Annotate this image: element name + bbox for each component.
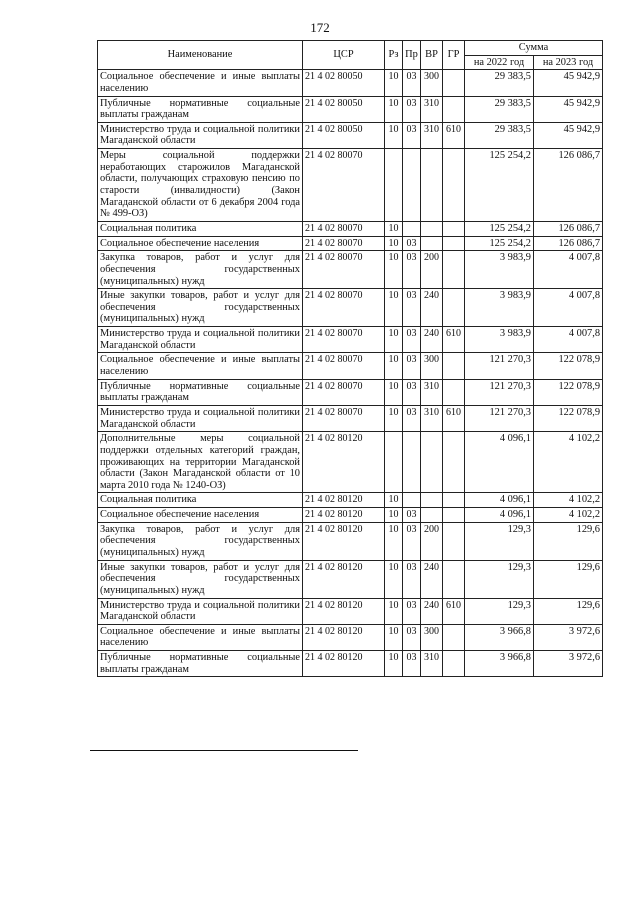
pr-cell: 03 bbox=[403, 70, 421, 96]
vr-cell: 240 bbox=[421, 598, 443, 624]
gr-cell: 610 bbox=[443, 122, 465, 148]
csr-cell: 21 4 02 80070 bbox=[303, 405, 385, 431]
name-cell: Публичные нормативные социальные выплаты гражданам bbox=[98, 96, 303, 122]
table-row bbox=[98, 251, 603, 289]
vr-cell: 310 bbox=[421, 96, 443, 122]
sum-2022-cell: 3 983,9 bbox=[465, 289, 534, 327]
csr-cell: 21 4 02 80070 bbox=[303, 289, 385, 327]
rz-cell: 10 bbox=[385, 651, 403, 677]
rz-cell: 10 bbox=[385, 96, 403, 122]
table-row bbox=[98, 508, 603, 523]
gr-cell: 610 bbox=[443, 327, 465, 353]
vr-cell: 200 bbox=[421, 522, 443, 560]
table-row bbox=[98, 624, 603, 650]
header-rz: Рз bbox=[385, 41, 403, 70]
table-row bbox=[98, 327, 603, 353]
vr-cell: 310 bbox=[421, 405, 443, 431]
table-row bbox=[98, 96, 603, 122]
pr-cell: 03 bbox=[403, 353, 421, 379]
sum-2023-cell: 45 942,9 bbox=[534, 122, 603, 148]
table-row bbox=[98, 122, 603, 148]
sum-2022-cell: 3 983,9 bbox=[465, 327, 534, 353]
table-row bbox=[98, 432, 603, 493]
rz-cell: 10 bbox=[385, 251, 403, 289]
table-row bbox=[98, 221, 603, 236]
csr-cell: 21 4 02 80120 bbox=[303, 624, 385, 650]
sum-2022-cell: 3 966,8 bbox=[465, 651, 534, 677]
pr-cell bbox=[403, 493, 421, 508]
table-row bbox=[98, 493, 603, 508]
csr-cell: 21 4 02 80070 bbox=[303, 236, 385, 251]
gr-cell bbox=[443, 96, 465, 122]
sum-2023-cell: 129,6 bbox=[534, 598, 603, 624]
sum-2022-cell: 121 270,3 bbox=[465, 405, 534, 431]
table-row bbox=[98, 405, 603, 431]
name-cell: Иные закупки товаров, работ и услуг для обеспечения государственных (муниципальных) нужд bbox=[98, 560, 303, 598]
rz-cell: 10 bbox=[385, 522, 403, 560]
name-cell: Министерство труда и социальной политики Магаданской области bbox=[98, 327, 303, 353]
sum-2023-cell: 126 086,7 bbox=[534, 149, 603, 222]
pr-cell: 03 bbox=[403, 560, 421, 598]
gr-cell bbox=[443, 651, 465, 677]
header-year-2023: на 2023 год bbox=[534, 55, 603, 70]
header-name: Наименование bbox=[98, 41, 303, 70]
header-year-2022: на 2022 год bbox=[465, 55, 534, 70]
gr-cell: 610 bbox=[443, 598, 465, 624]
table-row bbox=[98, 236, 603, 251]
vr-cell: 310 bbox=[421, 122, 443, 148]
csr-cell: 21 4 02 80070 bbox=[303, 149, 385, 222]
sum-2022-cell: 129,3 bbox=[465, 522, 534, 560]
sum-2023-cell: 126 086,7 bbox=[534, 221, 603, 236]
csr-cell: 21 4 02 80120 bbox=[303, 598, 385, 624]
name-cell: Социальное обеспечение и иные выплаты населению bbox=[98, 70, 303, 96]
gr-cell: 610 bbox=[443, 405, 465, 431]
pr-cell: 03 bbox=[403, 508, 421, 523]
sum-2022-cell: 129,3 bbox=[465, 598, 534, 624]
pr-cell: 03 bbox=[403, 651, 421, 677]
name-cell: Социальная политика bbox=[98, 493, 303, 508]
sum-2022-cell: 29 383,5 bbox=[465, 122, 534, 148]
vr-cell bbox=[421, 221, 443, 236]
header-csr: ЦСР bbox=[303, 41, 385, 70]
vr-cell bbox=[421, 493, 443, 508]
csr-cell: 21 4 02 80070 bbox=[303, 353, 385, 379]
rz-cell: 10 bbox=[385, 70, 403, 96]
pr-cell: 03 bbox=[403, 122, 421, 148]
pr-cell: 03 bbox=[403, 598, 421, 624]
name-cell: Социальное обеспечение и иные выплаты населению bbox=[98, 624, 303, 650]
vr-cell: 310 bbox=[421, 379, 443, 405]
gr-cell bbox=[443, 353, 465, 379]
sum-2023-cell: 45 942,9 bbox=[534, 70, 603, 96]
rz-cell: 10 bbox=[385, 405, 403, 431]
vr-cell: 240 bbox=[421, 289, 443, 327]
sum-2022-cell: 125 254,2 bbox=[465, 236, 534, 251]
vr-cell bbox=[421, 149, 443, 222]
name-cell: Меры социальной поддержки неработающих старожилов Магаданской области, получающих страховую пенсию по старости (инвалидности) (Закон Магаданской области от 6 декабря 2004 года № 499-ОЗ) bbox=[98, 149, 303, 222]
sum-2023-cell: 4 102,2 bbox=[534, 493, 603, 508]
rz-cell: 10 bbox=[385, 624, 403, 650]
csr-cell: 21 4 02 80120 bbox=[303, 432, 385, 493]
name-cell: Социальное обеспечение населения bbox=[98, 508, 303, 523]
name-cell: Закупка товаров, работ и услуг для обеспечения государственных (муниципальных) нужд bbox=[98, 522, 303, 560]
vr-cell: 240 bbox=[421, 327, 443, 353]
vr-cell: 300 bbox=[421, 70, 443, 96]
sum-2022-cell: 121 270,3 bbox=[465, 353, 534, 379]
rz-cell: 10 bbox=[385, 327, 403, 353]
gr-cell bbox=[443, 149, 465, 222]
gr-cell bbox=[443, 251, 465, 289]
gr-cell bbox=[443, 221, 465, 236]
sum-2022-cell: 125 254,2 bbox=[465, 149, 534, 222]
vr-cell bbox=[421, 236, 443, 251]
sum-2023-cell: 126 086,7 bbox=[534, 236, 603, 251]
name-cell: Дополнительные меры социальной поддержки отдельных категорий граждан, проживающих на территории Магаданской области (Закон Магаданской области от 10 марта 2010 года № 1240-ОЗ) bbox=[98, 432, 303, 493]
csr-cell: 21 4 02 80050 bbox=[303, 70, 385, 96]
page-number: 172 bbox=[310, 20, 330, 35]
table-row bbox=[98, 522, 603, 560]
table-row bbox=[98, 353, 603, 379]
table-row bbox=[98, 289, 603, 327]
rz-cell: 10 bbox=[385, 353, 403, 379]
name-cell: Публичные нормативные социальные выплаты гражданам bbox=[98, 651, 303, 677]
table-row bbox=[98, 560, 603, 598]
table-row bbox=[98, 70, 603, 96]
sum-2023-cell: 4 102,2 bbox=[534, 432, 603, 493]
gr-cell bbox=[443, 236, 465, 251]
sum-2022-cell: 4 096,1 bbox=[465, 432, 534, 493]
vr-cell: 310 bbox=[421, 651, 443, 677]
sum-2023-cell: 122 078,9 bbox=[534, 353, 603, 379]
pr-cell: 03 bbox=[403, 96, 421, 122]
sum-2023-cell: 4 007,8 bbox=[534, 251, 603, 289]
table-row bbox=[98, 379, 603, 405]
rz-cell: 10 bbox=[385, 289, 403, 327]
vr-cell: 240 bbox=[421, 560, 443, 598]
vr-cell: 300 bbox=[421, 353, 443, 379]
name-cell: Социальная политика bbox=[98, 221, 303, 236]
name-cell: Министерство труда и социальной политики Магаданской области bbox=[98, 598, 303, 624]
pr-cell: 03 bbox=[403, 379, 421, 405]
header-sum: Сумма bbox=[465, 41, 603, 56]
pr-cell: 03 bbox=[403, 251, 421, 289]
sum-2022-cell: 129,3 bbox=[465, 560, 534, 598]
sum-2023-cell: 4 007,8 bbox=[534, 289, 603, 327]
gr-cell bbox=[443, 508, 465, 523]
sum-2023-cell: 3 972,6 bbox=[534, 624, 603, 650]
sum-2022-cell: 29 383,5 bbox=[465, 96, 534, 122]
sum-2023-cell: 4 102,2 bbox=[534, 508, 603, 523]
csr-cell: 21 4 02 80120 bbox=[303, 522, 385, 560]
name-cell: Иные закупки товаров, работ и услуг для обеспечения государственных (муниципальных) нужд bbox=[98, 289, 303, 327]
gr-cell bbox=[443, 493, 465, 508]
name-cell: Социальное обеспечение и иные выплаты населению bbox=[98, 353, 303, 379]
csr-cell: 21 4 02 80070 bbox=[303, 221, 385, 236]
gr-cell bbox=[443, 70, 465, 96]
csr-cell: 21 4 02 80070 bbox=[303, 327, 385, 353]
csr-cell: 21 4 02 80120 bbox=[303, 508, 385, 523]
sum-2023-cell: 122 078,9 bbox=[534, 405, 603, 431]
csr-cell: 21 4 02 80120 bbox=[303, 560, 385, 598]
sum-2023-cell: 4 007,8 bbox=[534, 327, 603, 353]
name-cell: Министерство труда и социальной политики Магаданской области bbox=[98, 122, 303, 148]
gr-cell bbox=[443, 560, 465, 598]
sum-2023-cell: 122 078,9 bbox=[534, 379, 603, 405]
sum-2023-cell: 129,6 bbox=[534, 560, 603, 598]
name-cell: Закупка товаров, работ и услуг для обеспечения государственных (муниципальных) нужд bbox=[98, 251, 303, 289]
pr-cell bbox=[403, 149, 421, 222]
rz-cell: 10 bbox=[385, 379, 403, 405]
csr-cell: 21 4 02 80050 bbox=[303, 122, 385, 148]
gr-cell bbox=[443, 624, 465, 650]
sum-2022-cell: 3 983,9 bbox=[465, 251, 534, 289]
csr-cell: 21 4 02 80070 bbox=[303, 379, 385, 405]
pr-cell: 03 bbox=[403, 624, 421, 650]
rz-cell: 10 bbox=[385, 560, 403, 598]
pr-cell bbox=[403, 432, 421, 493]
name-cell: Публичные нормативные социальные выплаты гражданам bbox=[98, 379, 303, 405]
csr-cell: 21 4 02 80120 bbox=[303, 651, 385, 677]
table-row bbox=[98, 598, 603, 624]
sum-2022-cell: 3 966,8 bbox=[465, 624, 534, 650]
name-cell: Социальное обеспечение населения bbox=[98, 236, 303, 251]
gr-cell bbox=[443, 289, 465, 327]
pr-cell: 03 bbox=[403, 522, 421, 560]
sum-2022-cell: 125 254,2 bbox=[465, 221, 534, 236]
table-row bbox=[98, 149, 603, 222]
sum-2022-cell: 4 096,1 bbox=[465, 493, 534, 508]
header-vr: ВР bbox=[421, 41, 443, 70]
rz-cell: 10 bbox=[385, 236, 403, 251]
rz-cell bbox=[385, 149, 403, 222]
footnote-separator bbox=[90, 750, 358, 751]
rz-cell bbox=[385, 432, 403, 493]
pr-cell: 03 bbox=[403, 289, 421, 327]
rz-cell: 10 bbox=[385, 493, 403, 508]
name-cell: Министерство труда и социальной политики Магаданской области bbox=[98, 405, 303, 431]
vr-cell: 300 bbox=[421, 624, 443, 650]
header-gr: ГР bbox=[443, 41, 465, 70]
sum-2023-cell: 45 942,9 bbox=[534, 96, 603, 122]
table-row bbox=[98, 651, 603, 677]
pr-cell bbox=[403, 221, 421, 236]
gr-cell bbox=[443, 432, 465, 493]
vr-cell bbox=[421, 508, 443, 523]
vr-cell bbox=[421, 432, 443, 493]
budget-table bbox=[97, 40, 603, 677]
vr-cell: 200 bbox=[421, 251, 443, 289]
sum-2022-cell: 4 096,1 bbox=[465, 508, 534, 523]
csr-cell: 21 4 02 80070 bbox=[303, 251, 385, 289]
csr-cell: 21 4 02 80050 bbox=[303, 96, 385, 122]
rz-cell: 10 bbox=[385, 221, 403, 236]
header-row bbox=[98, 41, 603, 56]
gr-cell bbox=[443, 522, 465, 560]
rz-cell: 10 bbox=[385, 122, 403, 148]
rz-cell: 10 bbox=[385, 508, 403, 523]
sum-2022-cell: 29 383,5 bbox=[465, 70, 534, 96]
rz-cell: 10 bbox=[385, 598, 403, 624]
csr-cell: 21 4 02 80120 bbox=[303, 493, 385, 508]
pr-cell: 03 bbox=[403, 236, 421, 251]
gr-cell bbox=[443, 379, 465, 405]
table-body bbox=[98, 70, 603, 677]
sum-2023-cell: 3 972,6 bbox=[534, 651, 603, 677]
pr-cell: 03 bbox=[403, 405, 421, 431]
pr-cell: 03 bbox=[403, 327, 421, 353]
sum-2022-cell: 121 270,3 bbox=[465, 379, 534, 405]
header-pr: Пр bbox=[403, 41, 421, 70]
sum-2023-cell: 129,6 bbox=[534, 522, 603, 560]
